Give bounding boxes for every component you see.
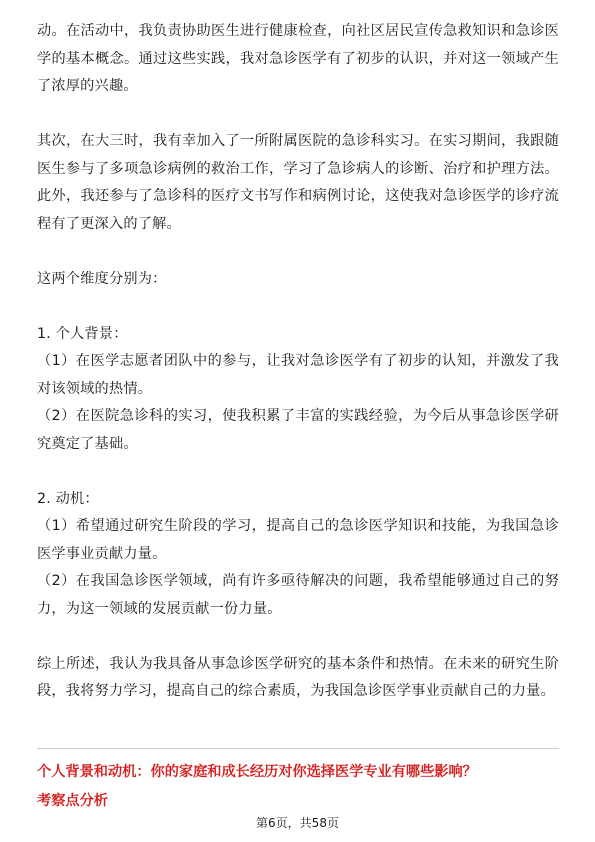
paragraph-internship: 其次，在大三时，我有幸加入了一所附属医院的急诊科实习。在实习期间，我跟随医生参与了多项急诊病例的救治工作，学习了急诊病人的诊断、治疗和护理方法。此外，我还参与了急诊科的医疗文书写作和病例讨论，这使我对急诊医学的诊疗流程有了更深入的了解。 [37,133,559,232]
heading-motivation: 2. 动机： [37,490,99,507]
list-item-motivation-2: （2）在我国急诊医学领域，尚有许多亟待解决的问题，我希望能够通过自己的努力，为这一领域的发展贡献一份力量。 [37,573,559,617]
list-item-motivation-1: （1）希望通过研究生阶段的学习，提高自己的急诊医学知识和技能，为我国急诊医学事业贡献力量。 [37,518,559,562]
heading-personal-background: 1. 个人背景： [37,325,128,342]
list-item-background-2: （2）在医院急诊科的实习，使我积累了丰富的实践经验，为今后从事急诊医学研究奠定了基础。 [37,408,559,452]
section-divider [37,748,559,749]
analysis-label: 考察点分析 [37,793,108,809]
question-title: 个人背景和动机：你的家庭和成长经历对你选择医学专业有哪些影响？ [37,764,477,780]
paragraph-dimensions-intro: 这两个维度分别为： [37,270,167,287]
document-body [37,18,559,706]
paragraph-conclusion: 综上所述，我认为我具备从事急诊医学研究的基本条件和热情。在未来的研究生阶段，我将努力学习，提高自己的综合素质，为我国急诊医学事业贡献自己的力量。 [37,655,559,699]
list-item-background-1: （1）在医学志愿者团队中的参与，让我对急诊医学有了初步的认知，并激发了我对该领域的热情。 [37,353,559,397]
paragraph-volunteer-activity: 动。在活动中，我负责协助医生进行健康检查，向社区居民宣传急救知识和急诊医学的基本概念。通过这些实践，我对急诊医学有了初步的认识，并对这一领域产生了浓厚的兴趣。 [37,23,559,94]
page-indicator: 第6页，共58页 [256,816,339,830]
